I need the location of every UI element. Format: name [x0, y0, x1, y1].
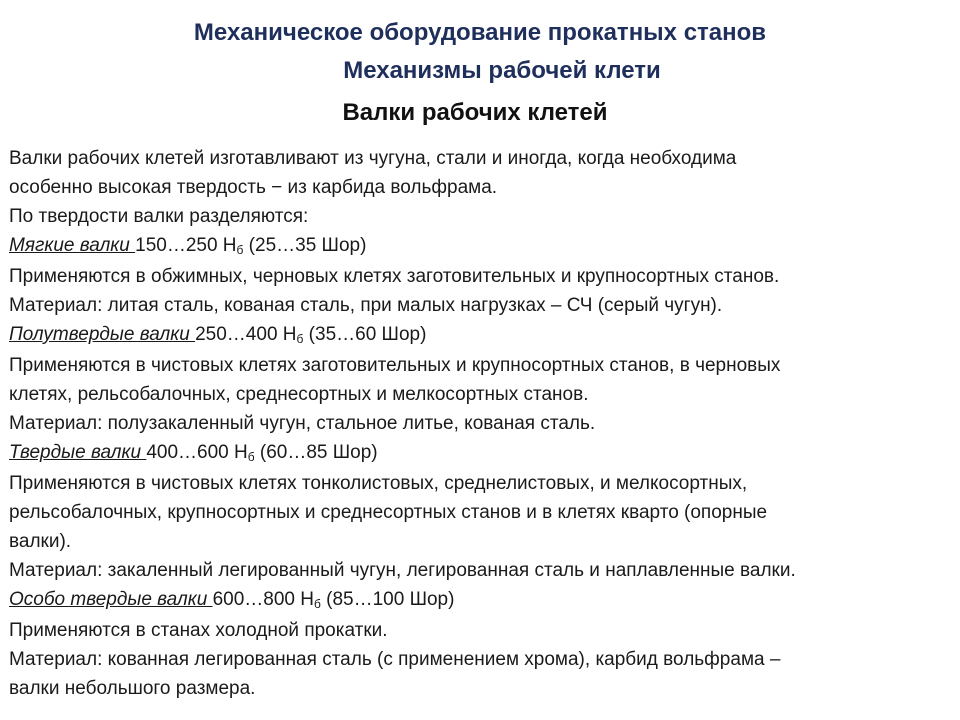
material-line: Материал: закаленный легированный чугун, легированная сталь и наплавленные валки. — [9, 560, 796, 581]
intro-line: По твердости валки разделяются: — [9, 206, 309, 227]
usage-line: Применяются в чистовых клетях тонколистовых, среднелистовых, и мелкосортных, — [9, 473, 748, 494]
category-name: Мягкие валки — [9, 235, 136, 256]
intro-line: особенно высокая твердость − из карбида вольфрама. — [9, 177, 498, 198]
usage-line: рельсобалочных, крупносортных и среднесортных станов и в клетях кварто (опорные — [9, 502, 768, 523]
hardness-range: 400…600 H — [146, 442, 248, 463]
material-line: Материал: литая сталь, кованая сталь, при малых нагрузках – СЧ (серый чугун). — [9, 295, 723, 316]
shore-range: (85…100 Шор) — [320, 589, 455, 610]
material-line: Материал: полузакаленный чугун, стальное литье, кованая сталь. — [9, 413, 596, 434]
category-heading-hard — [9, 438, 949, 467]
category-heading-soft — [9, 231, 949, 260]
category-heading-extra-hard — [9, 585, 949, 614]
hardness-subscript: б — [247, 450, 255, 464]
hardness-range: 600…800 H — [212, 589, 314, 610]
body-text — [9, 144, 949, 703]
material-line: Материал: кованная легированная сталь (с применением хрома), карбид вольфрама – — [9, 649, 781, 670]
usage-line: клетях, рельсобалочных, среднесортных и мелкосортных станов. — [9, 384, 589, 405]
slide-title: Механическое оборудование прокатных станов — [193, 19, 767, 46]
shore-range: (60…85 Шор) — [254, 442, 378, 463]
category-name: Твердые валки — [9, 442, 147, 463]
material-line: валки небольшого размера. — [9, 678, 256, 699]
slide-title-line2: Механизмы рабочей клети — [343, 57, 661, 84]
hardness-subscript: б — [236, 243, 244, 257]
category-name: Особо твердые валки — [9, 589, 213, 610]
intro-line: Валки рабочих клетей изготавливают из чугуна, стали и иногда, когда необходима — [9, 148, 737, 169]
hardness-subscript: б — [313, 597, 321, 611]
hardness-subscript: б — [296, 332, 304, 346]
usage-line: Применяются в обжимных, черновых клетях заготовительных и крупносортных станов. — [9, 266, 780, 287]
hardness-range: 150…250 H — [135, 235, 237, 256]
category-heading-semi-hard — [9, 320, 949, 349]
shore-range: (25…35 Шор) — [243, 235, 367, 256]
usage-line: Применяются в станах холодной прокатки. — [9, 620, 388, 641]
usage-line: валки). — [9, 531, 72, 552]
usage-line: Применяются в чистовых клетях заготовительных и крупносортных станов, в черновых — [9, 355, 781, 376]
section-heading: Валки рабочих клетей — [342, 99, 608, 126]
category-name: Полутвердые валки — [9, 324, 196, 345]
hardness-range: 250…400 H — [195, 324, 297, 345]
shore-range: (35…60 Шор) — [303, 324, 427, 345]
